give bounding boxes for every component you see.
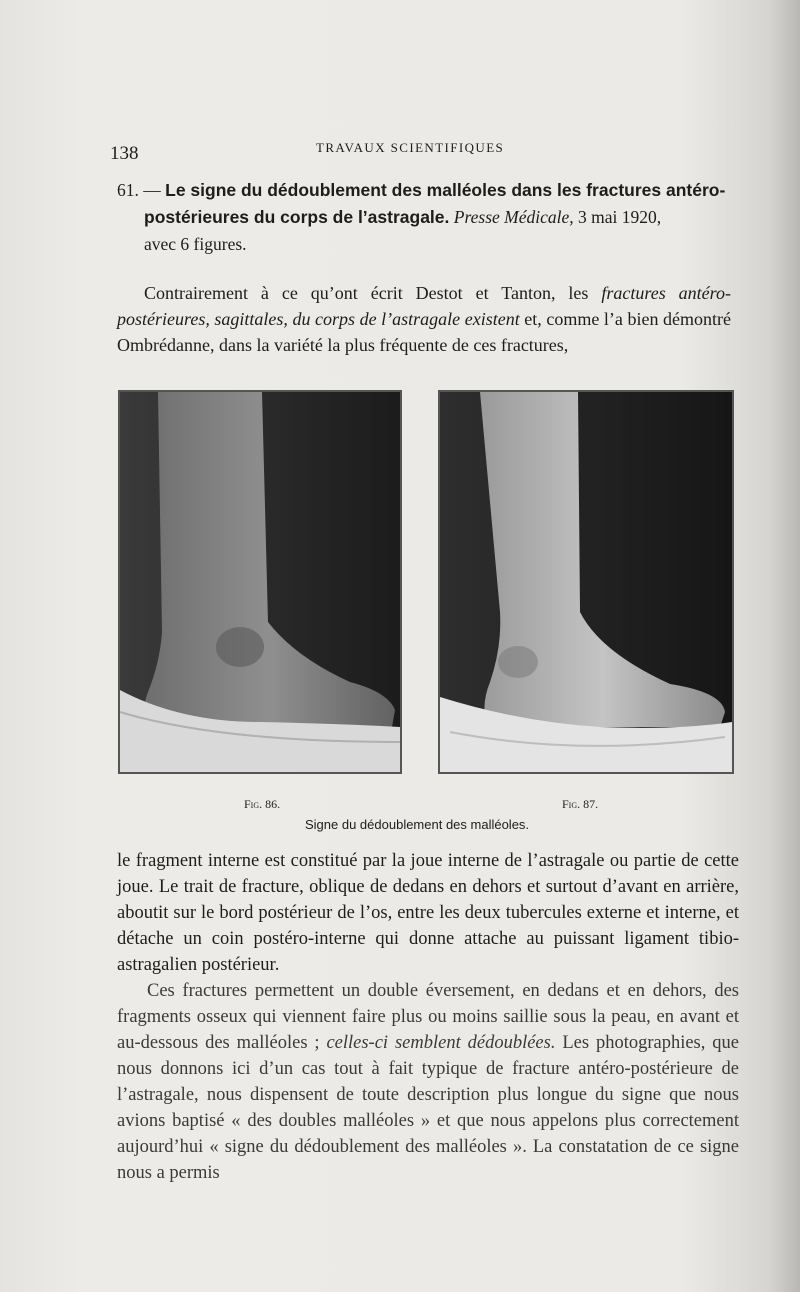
intro-paragraph [117,280,731,358]
entry-journal: Presse Médicale, [453,207,574,227]
page-number: 138 [110,143,139,164]
para2-after: Les photographies, que nous donnons ici d’un cas tout à fait typique de fracture antéro-postérieure de l’astragale, nous dispensent de toute description plus longue du signe que nous avions baptisé « des doubles malléoles » et que nous appelons plus correctement aujourd’hui « signe du dédoublement des malléoles ». La constatation de ce signe nous a permis [117,1033,739,1183]
running-title: TRAVAUX SCIENTIFIQUES [316,140,505,155]
body-paragraph-1: le fragment interne est constitué par la joue interne de l’astragale ou partie de cette joue. Le trait de fracture, oblique de dedans en dehors et surtout d’avant en arrière, aboutit sur le bord postérieur de l’os, entre les deux tubercules externe et interne, et détache un coin postéro-interne qui donne attache au puissant ligament tibio-astragalien postérieur. [117,851,739,975]
entry-number: 61. — [117,180,161,200]
entry-date: 3 mai 1920, [578,207,662,227]
para2-italic: celles-ci semblent dédoublées. [326,1033,556,1053]
intro-text-before: Contrairement à ce qu’ont écrit Destot et Tanton, les [144,283,602,303]
intro-text-after: et, comme l’a bien démontré Ombrédanne, dans la variété la plus fréquente de ces fractures, [117,309,731,355]
figure-caption: Signe du dédoublement des malléoles. [305,817,530,832]
intro-italic: fractures antéro-postérieures, sagittales, du corps de l’astragale existent [117,283,731,329]
bibliography-entry [117,177,731,258]
body-text [117,848,739,1186]
entry-line-2 [117,204,731,231]
figure-86-label: Fig. 86. [244,797,281,811]
figure-87-label: Fig. 87. [562,797,599,811]
entry-figures-note: avec 6 figures. [144,234,247,254]
entry-line-1 [117,177,731,204]
entry-title-line2: postérieures du corps de l’astragale. [144,207,450,227]
entry-title-line1: Le signe du dédoublement des malléoles dans les fractures antéro- [165,180,726,200]
body-paragraph-2 [117,978,739,1186]
figure-87-photo [438,390,734,774]
figure-86-photo [118,390,402,774]
foot-photo-86 [120,392,400,772]
foot-photo-87 [440,392,732,772]
para2-before: Ces fractures permettent un double éversement, en dedans et en dehors, des fragments osseux qui viennent faire plus ou moins saillie sous la peau, en avant et au-dessous des malléoles ; [117,981,739,1053]
